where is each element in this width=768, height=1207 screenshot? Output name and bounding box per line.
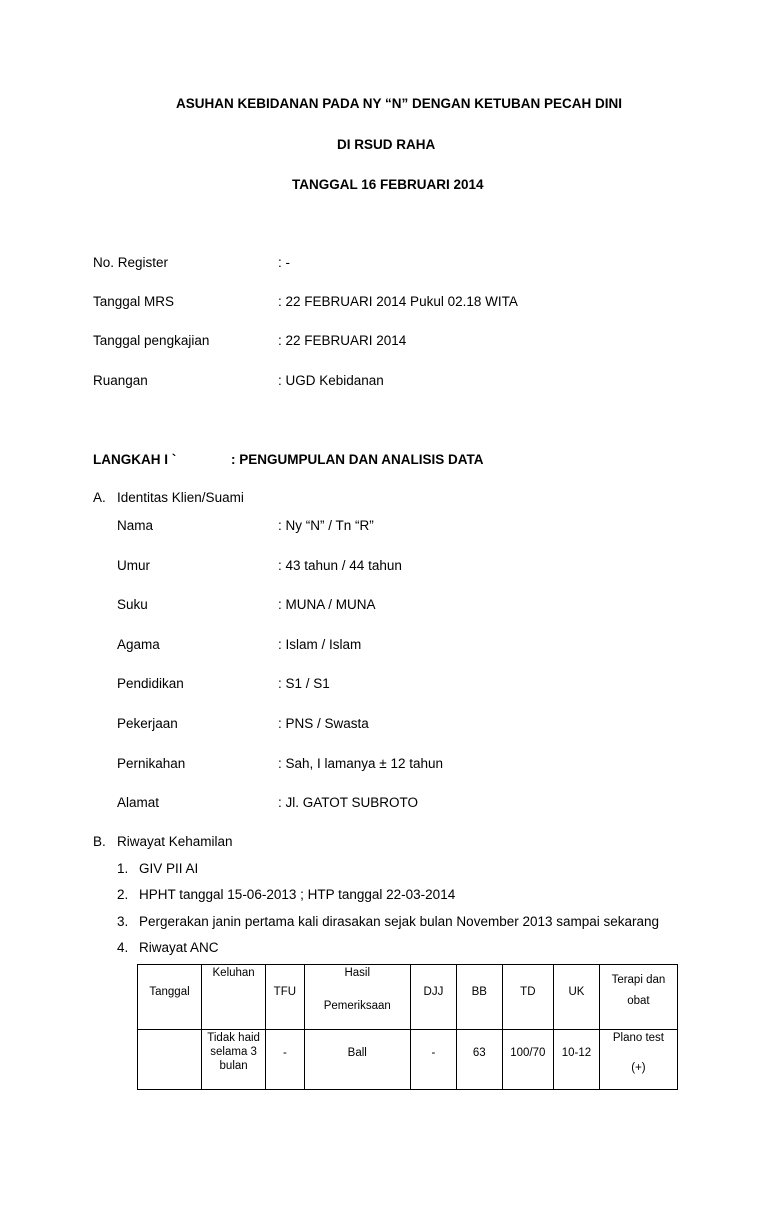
header-text: Tanggal — [149, 986, 190, 998]
header-cell-hasil — [304, 965, 410, 1030]
cell-tfu — [266, 1030, 304, 1090]
mrs-date-value: : 22 FEBRUARI 2014 Pukul 02.18 WITA — [278, 294, 518, 309]
step-label: LANGKAH I ` — [93, 452, 177, 467]
marriage-label: Pernikahan — [117, 756, 186, 771]
cell-text: selama 3 — [210, 1046, 257, 1058]
register-value: : - — [278, 255, 290, 270]
list-item-number: 1. — [117, 861, 129, 876]
occupation-label: Pekerjaan — [117, 716, 178, 731]
name-label: Nama — [117, 518, 154, 533]
section-b-heading: B. Riwayat Kehamilan — [93, 834, 233, 849]
cell-text: 63 — [472, 1047, 486, 1059]
education-label: Pendidikan — [117, 676, 184, 691]
header-text: Terapi dan — [611, 974, 666, 986]
age-label: Umur — [117, 558, 150, 573]
header-cell-td — [502, 965, 553, 1030]
ethnicity-value: : MUNA / MUNA — [278, 597, 376, 612]
register-label: No. Register — [93, 255, 169, 270]
section-a-heading: A. Identitas Klien/Suami — [93, 490, 244, 505]
header-text: Pemeriksaan — [323, 1000, 391, 1012]
header-cell-tfu — [266, 965, 304, 1030]
list-item-number: 3. — [117, 914, 129, 929]
cell-tanggal — [138, 1030, 202, 1090]
assessment-date-value: : 22 FEBRUARI 2014 — [278, 333, 407, 348]
cell-text: bulan — [219, 1060, 248, 1072]
cell-djj — [410, 1030, 456, 1090]
header-text: BB — [471, 986, 487, 998]
occupation-value: : PNS / Swasta — [278, 716, 369, 731]
header-text: TD — [520, 986, 536, 998]
list-item: GIV PII AI — [139, 861, 199, 876]
cell-hasil — [304, 1030, 410, 1090]
header-cell-terapi — [599, 965, 677, 1030]
header-cell-tanggal — [138, 965, 202, 1030]
religion-label: Agama — [117, 637, 160, 652]
name-value: : Ny “N” / Tn “R” — [278, 518, 374, 533]
document-title: ASUHAN KEBIDANAN PADA NY “N” DENGAN KETUBAN PECAH DINI — [176, 96, 623, 111]
cell-text: Tidak haid — [207, 1032, 260, 1044]
anc-history-table — [137, 964, 678, 1090]
ethnicity-label: Suku — [117, 597, 148, 612]
room-value: : UGD Kebidanan — [278, 373, 384, 388]
header-cell-djj — [410, 965, 456, 1030]
cell-text: - — [431, 1047, 436, 1059]
cell-terapi — [599, 1030, 677, 1090]
header-text: obat — [627, 995, 650, 1007]
assessment-date-label: Tanggal pengkajian — [93, 333, 210, 348]
table-header-row — [138, 965, 678, 1030]
address-label: Alamat — [117, 795, 160, 810]
religion-value: : Islam / Islam — [278, 637, 362, 652]
header-cell-bb — [456, 965, 502, 1030]
document-subtitle-location: DI RSUD RAHA — [337, 137, 436, 152]
header-cell-uk — [554, 965, 600, 1030]
table-row — [138, 1030, 678, 1090]
step-title: : PENGUMPULAN DAN ANALISIS DATA — [231, 452, 484, 467]
marriage-value: : Sah, I lamanya ± 12 tahun — [278, 756, 444, 771]
header-text: DJJ — [423, 986, 444, 998]
cell-text: Plano test — [612, 1032, 664, 1044]
cell-uk — [554, 1030, 600, 1090]
mrs-date-label: Tanggal MRS — [93, 294, 175, 309]
cell-text: Ball — [347, 1047, 367, 1059]
header-text: UK — [568, 986, 585, 998]
cell-keluhan — [202, 1030, 266, 1090]
list-item: Pergerakan janin pertama kali dirasakan sejak bulan November 2013 sampai sekarang — [139, 914, 660, 929]
cell-text: - — [282, 1047, 287, 1059]
address-value: : Jl. GATOT SUBROTO — [278, 795, 419, 810]
education-value: : S1 / S1 — [278, 676, 330, 691]
cell-text: (+) — [631, 1062, 646, 1074]
cell-text: 100/70 — [510, 1047, 546, 1059]
age-value: : 43 tahun / 44 tahun — [278, 558, 402, 573]
room-label: Ruangan — [93, 373, 148, 388]
cell-bb — [456, 1030, 502, 1090]
list-item-number: 2. — [117, 887, 129, 902]
cell-td — [502, 1030, 553, 1090]
list-item: HPHT tanggal 15-06-2013 ; HTP tanggal 22-03-2014 — [139, 887, 456, 902]
header-cell-keluhan — [202, 965, 266, 1030]
header-text: Hasil — [344, 967, 371, 979]
header-text: TFU — [273, 986, 297, 998]
list-item-number: 4. — [117, 940, 129, 955]
list-item: Riwayat ANC — [139, 940, 219, 955]
cell-text: 10-12 — [561, 1047, 592, 1059]
document-subtitle-date: TANGGAL 16 FEBRUARI 2014 — [292, 177, 484, 192]
header-text: Keluhan — [212, 967, 255, 979]
